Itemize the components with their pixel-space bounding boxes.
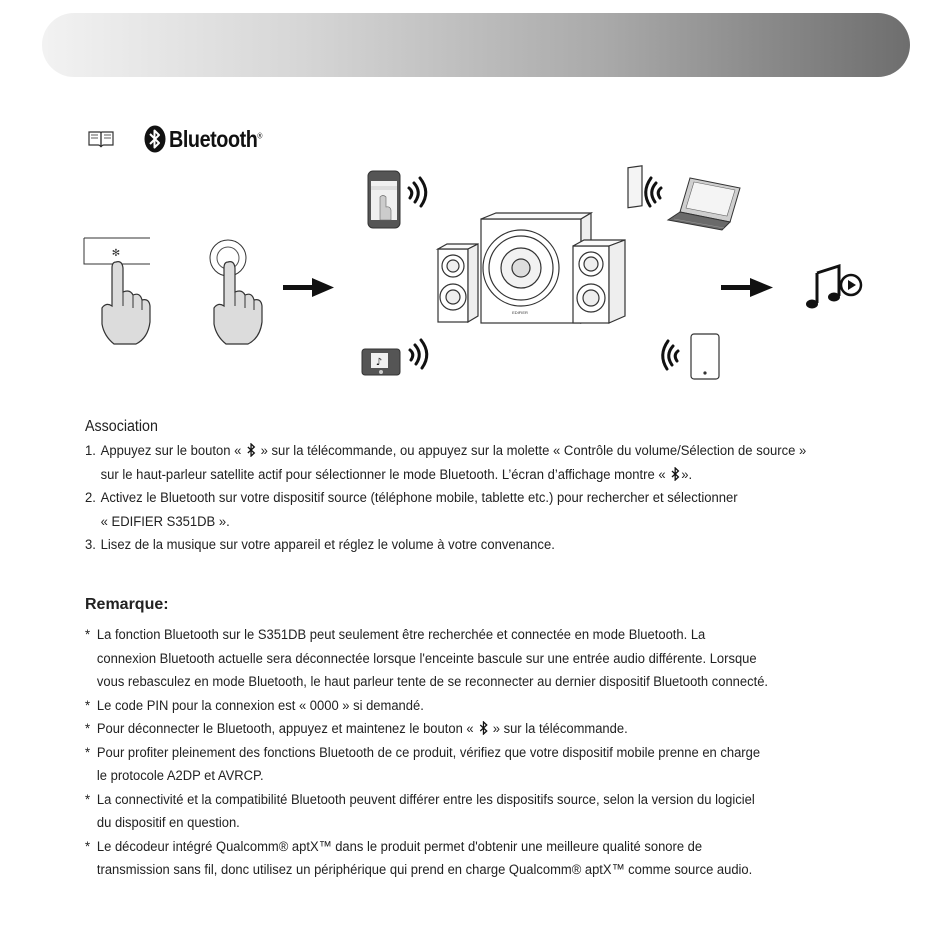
bluetooth-icon: [478, 721, 488, 735]
speaker-system-icon: [438, 166, 642, 323]
note-4: * Pour profiter pleinement des fonctions Bluetooth de ce produit, vérifiez que votre dispositif mobile prenne en charge le protocole A2DP et AVRCP.: [85, 744, 761, 784]
svg-text:♪: ♪: [375, 357, 383, 368]
wireless-waves-icon: [410, 340, 427, 368]
association-title: Association: [85, 418, 158, 435]
bluetooth-logo: [144, 125, 277, 153]
music-note-icon: [806, 266, 861, 309]
note-3: * Pour déconnecter le Bluetooth, appuyez et maintenez le bouton « » sur la télécommande.: [85, 721, 628, 737]
smartphone-icon: [368, 171, 400, 228]
bluetooth-icon: [670, 467, 680, 481]
step-3: 3. Lisez de la musique sur votre appareil et réglez le volume à votre convenance.: [85, 537, 555, 553]
media-player-icon: [362, 349, 400, 375]
wireless-waves-icon: [646, 178, 661, 206]
bluetooth-wordmark: Bluetooth®: [169, 125, 263, 152]
speaker-brand-label: EDIFIER: [512, 310, 528, 315]
bluetooth-pairing-illustration: [0, 160, 950, 390]
step-2: 2. Activez le Bluetooth sur votre dispositif source (téléphone mobile, tablette etc.) pour rechercher et sélectionner « EDIFIER S351DB ».: [85, 490, 738, 530]
wireless-waves-icon: [409, 178, 426, 206]
remarks-section: [85, 624, 925, 883]
arrow-right-icon: [721, 278, 773, 297]
note-5: * La connectivité et la compatibilité Bluetooth peuvent différer entre les dispositifs source, selon la version du logiciel du dispositif en question.: [85, 791, 755, 831]
remote-bluetooth-button: [84, 238, 150, 264]
arrow-right-icon: [283, 278, 334, 297]
note-6: * Le décodeur intégré Qualcomm® aptX™ dans le produit permet d'obtenir une meilleure qualité sonore de transmission sans fil, donc utilisez un périphérique qui prend en charge Qualcomm® aptX™ comme source audio.: [85, 838, 753, 878]
book-icon: [88, 129, 114, 149]
remote-bluetooth-symbol: ✻: [111, 248, 121, 259]
finger-press-icon: [214, 262, 262, 344]
note-1: * La fonction Bluetooth sur le S351DB peut seulement être recherchée et connectée en mode Bluetooth. La connexion Bluetooth actuelle sera déconnectée lorsque l'enceinte bascule sur une entrée audio différente. Lorsque vous rebasculez en mode Bluetooth, le haut parleur tente de se reconnecter au dernier dispositif Bluetooth connecté.: [85, 627, 769, 690]
header-band: [42, 13, 910, 77]
step-1: 1. Appuyez sur le bouton « » sur la télécommande, ou appuyez sur la molette « Contrôle du volume/Sélection de source » sur le haut-parleur satellite actif pour sélectionner le mode Bluetooth. L’écran d’affichage montre « ».: [85, 443, 807, 483]
association-section: [85, 418, 915, 558]
remarks-title: Remarque:: [85, 596, 169, 613]
finger-press-icon: [102, 262, 150, 344]
note-2: * Le code PIN pour la connexion est « 0000 » si demandé.: [85, 697, 424, 714]
laptop-icon: [668, 178, 740, 230]
wireless-waves-icon: [663, 341, 678, 369]
tablet-icon: [691, 334, 719, 379]
section-title: [88, 122, 277, 156]
bluetooth-icon: [144, 125, 166, 153]
bluetooth-icon: [246, 443, 256, 457]
